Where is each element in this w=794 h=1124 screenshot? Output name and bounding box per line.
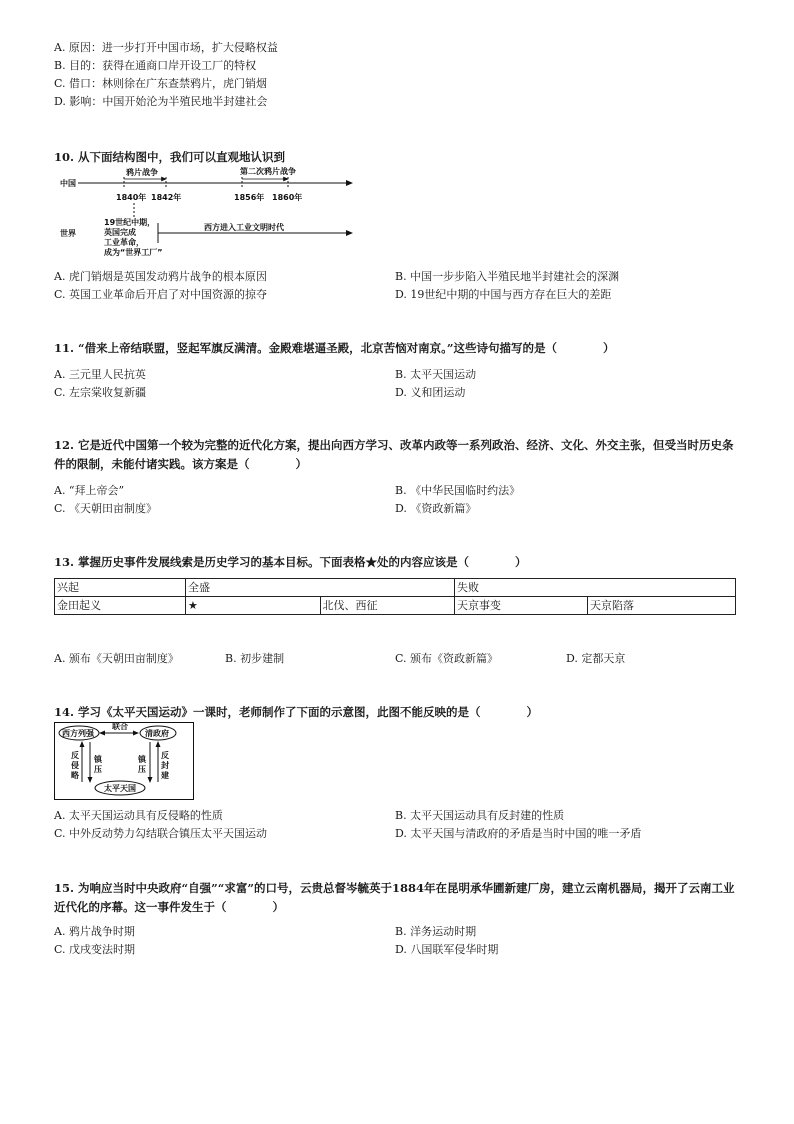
- q14-alliance-label: 联合: [112, 722, 128, 731]
- q12-option-b: B. 《中华民国临时约法》: [395, 484, 521, 497]
- q10-year-1856: 1856年: [234, 193, 265, 202]
- q13-cell-tianjing-incident: 天京事变: [455, 597, 588, 615]
- q15-option-a: A. 鸦片战争时期: [54, 925, 135, 938]
- q14-option-c: C. 中外反动势力勾结联合镇压太平天国运动: [54, 827, 268, 840]
- q14-relationship-diagram: [54, 722, 194, 800]
- q10-britain-line3: 工业革命，: [104, 238, 144, 247]
- q13-cell-tianjing-fall: 天京陷落: [588, 597, 736, 615]
- q12-option-a: A. “拜上帝会”: [54, 484, 125, 497]
- q11-option-d: D. 义和团运动: [395, 386, 466, 399]
- q12-stem: 12. 它是近代中国第一个较为完整的近代化方案，提出向西方学习、改革内政等一系列政治、经济、文化、外交主张，但受当时历史条件的限制，未能付诸实践。该方案是（ ）: [54, 438, 734, 471]
- q12-option-d: D. 《资政新篇》: [395, 502, 477, 515]
- q10-structure-diagram: [54, 163, 364, 263]
- q14-suppress-right-2: 压: [138, 765, 146, 774]
- q10-option-d: D. 19世纪中期的中国与西方存在巨大的差距: [395, 288, 612, 301]
- q10-option-b: B. 中国一步步陷入半殖民地半封建社会的深渊: [395, 270, 620, 283]
- q10-west-era-label: 西方进入工业文明时代: [204, 223, 284, 232]
- q13-timeline-table: [54, 578, 736, 615]
- q13-cell-northern-western: 北伐、西征: [320, 597, 455, 615]
- q13-header-peak: 全盛: [186, 579, 455, 597]
- q11-option-a: A. 三元里人民抗英: [54, 368, 146, 381]
- q9-option-a: A. 原因：进一步打开中国市场，扩大侵略权益: [54, 41, 278, 54]
- q13-cell-jintian: 金田起义: [55, 597, 186, 615]
- q14-suppress-left-2: 压: [94, 765, 102, 774]
- q14-taiping-label: 太平天国: [104, 784, 136, 793]
- q9-option-b: B. 目的：获得在通商口岸开设工厂的特权: [54, 59, 257, 72]
- q10-britain-line4: 成为“世界工厂”: [104, 248, 163, 257]
- q10-stem: 10. 从下面结构图中，我们可以直观地认识到: [54, 150, 286, 164]
- q9-option-d: D. 影响：中国开始沦为半殖民地半封建社会: [54, 95, 268, 108]
- q11-stem: 11. “借来上帝结联盟，竖起军旗反满清。金殿难堪逼圣殿，北京苦恼对南京。”这些诗句描写的是（ ）: [54, 341, 615, 355]
- q14-powers-label: 西方列强: [62, 729, 94, 738]
- q12-option-c: C. 《天朝田亩制度》: [54, 502, 158, 515]
- q14-stem: 14. 学习《太平天国运动》一课时，老师制作了下面的示意图，此图不能反映的是（ ）: [54, 705, 539, 719]
- q13-header-fall: 失败: [455, 579, 736, 597]
- q10-britain-line2: 英国完成: [104, 228, 136, 237]
- q9-option-c: C. 借口：林则徐在广东查禁鸦片，虎门销烟: [54, 77, 268, 90]
- q13-option-d: D. 定都天京: [566, 652, 626, 665]
- q10-china-label: 中国: [60, 179, 76, 188]
- q10-option-a: A. 虎门销烟是英国发动鸦片战争的根本原因: [54, 270, 267, 283]
- q11-option-c: C. 左宗棠收复新疆: [54, 386, 147, 399]
- q14-anti-aggression-2: 侵: [71, 761, 79, 770]
- q13-header-rise: 兴起: [55, 579, 186, 597]
- q10-year-1840: 1840年: [116, 193, 147, 202]
- q13-option-a: A. 颁布《天朝田亩制度》: [54, 652, 179, 665]
- q13-stem: 13. 掌握历史事件发展线索是历史学习的基本目标。下面表格★处的内容应该是（ ）: [54, 555, 527, 569]
- q10-option-c: C. 英国工业革命后开启了对中国资源的掠夺: [54, 288, 268, 301]
- q10-year-1842: 1842年: [151, 193, 182, 202]
- q15-option-b: B. 洋务运动时期: [395, 925, 477, 938]
- q13-option-b: B. 初步建制: [225, 652, 285, 665]
- q14-anti-feudal-3: 建: [161, 771, 169, 780]
- q14-suppress-left-1: 镇: [94, 755, 102, 764]
- q14-anti-aggression-3: 略: [71, 771, 79, 780]
- q15-option-c: C. 戊戌变法时期: [54, 943, 136, 956]
- q14-option-d: D. 太平天国与清政府的矛盾是当时中国的唯一矛盾: [395, 827, 642, 840]
- q10-britain-line1: 19世纪中期，: [104, 218, 156, 227]
- q13-cell-star: ★: [186, 597, 321, 615]
- q14-qing-label: 清政府: [145, 729, 169, 738]
- q14-anti-feudal-1: 反: [161, 751, 169, 760]
- q13-option-c: C. 颁布《资政新篇》: [395, 652, 499, 665]
- q14-option-a: A. 太平天国运动具有反侵略的性质: [54, 809, 223, 822]
- q14-suppress-right-1: 镇: [138, 755, 146, 764]
- q10-opium-war-label: 鸦片战争: [126, 168, 158, 177]
- q15-stem: 15. 为响应当时中央政府“自强”“求富”的口号，云贵总督岑毓英于1884年在昆明承华圃新建厂房，建立云南机器局，揭开了云南工业近代化的序幕。这一事件发生于（ ）: [54, 881, 735, 914]
- q14-anti-feudal-2: 封: [161, 761, 169, 770]
- q11-option-b: B. 太平天国运动: [395, 368, 477, 381]
- q10-year-1860: 1860年: [272, 193, 303, 202]
- q15-option-d: D. 八国联军侵华时期: [395, 943, 499, 956]
- q14-option-b: B. 太平天国运动具有反封建的性质: [395, 809, 565, 822]
- q10-world-label: 世界: [60, 229, 76, 238]
- q14-anti-aggression-1: 反: [71, 751, 79, 760]
- q10-second-opium-war-label: 第二次鸦片战争: [240, 167, 296, 176]
